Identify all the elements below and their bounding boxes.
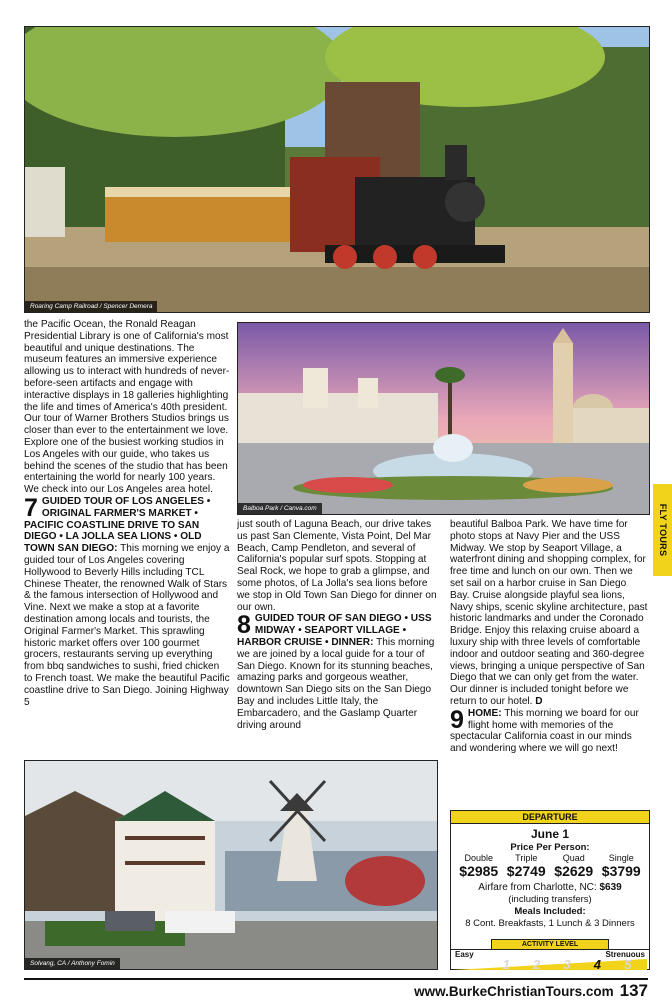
price-value-quad: $2629	[554, 863, 594, 879]
airfare-label: Airfare from Charlotte, NC:	[478, 882, 597, 893]
departure-box	[450, 810, 650, 970]
price-value-single: $3799	[601, 863, 641, 879]
price-quad	[554, 853, 593, 879]
footer-rule	[24, 978, 648, 980]
activity-strenuous-label: Strenuous	[605, 950, 645, 959]
price-value-triple: $2749	[506, 863, 546, 879]
text-column-3	[450, 519, 648, 803]
price-label-triple: Triple	[515, 853, 538, 863]
price-label-single: Single	[608, 853, 634, 863]
day-body: This morning we enjoy a guided tour of Los Angeles covering Hollywood to Beverly Hills including TCL Chinese Theater, the renowned Walk of Stars & the famous intersection of Hollywood and Vine. Next we make a stop at a favorite destination among locals and tourists, the Original Farmer's Market. This sprawling historic market offers over 100 gourmet grocers, restaurants serving up everything from bbq sandwiches to sushi, fried chicken to French toast. We make the beautiful Pacific coastline drive to San Diego. Joining Highway 5	[24, 543, 230, 708]
airfare-note: (including transfers)	[508, 894, 592, 905]
activity-level-2: 2	[532, 957, 541, 972]
departure-header: DEPARTURE	[451, 811, 649, 824]
page-number: 137	[619, 981, 648, 1000]
price-value-double: $2985	[459, 863, 499, 879]
paragraph-continued	[450, 519, 648, 708]
footer-website[interactable]: www.BurkeChristianTours.com	[414, 984, 614, 999]
day-number: 9	[450, 705, 464, 734]
meal-code: D	[535, 695, 543, 707]
day-9-section	[450, 705, 648, 755]
photo-caption: Balboa Park / Canva.com	[238, 503, 322, 514]
side-tab-label: FLY TOURS	[657, 503, 668, 557]
day-number: 8	[237, 611, 251, 640]
activity-level-4: 4	[593, 957, 601, 972]
price-label-quad: Quad	[562, 853, 585, 863]
paragraph-intro: the Pacific Ocean, the Ronald Reagan Presidential Library is one of California's most beautiful and unique destinations. The museum features an immersive experience allowing us to interact with hundreds of never-before-seen artifacts and engage with interactive displays in 18 galleries highlighting the life and times of America's 40th president. Our tour of Warner Brothers Studios brings us closer than ever to the entertainment we love. Explore one of the busiest working studios in Los Angeles with our guide, who takes us behind the scenes of the studio that has been entertaining the world for nearly 100 years. We check into our Los Angeles area hotel.	[24, 319, 230, 496]
day-number: 7	[24, 493, 38, 522]
day-heading: HOME:	[467, 707, 502, 719]
price-label-double: Double	[464, 853, 494, 863]
day-body: This morning we are joined by a local guide for a tour of San Diego. Known for its stunning beaches, amazing parks and gorgeous weather, downtown San Diego sits on the San Diego Bay and includes Little Italy, the Embarcadero, and the Gaslamp Quarter driving around	[237, 636, 435, 731]
side-tab-fly-tours	[653, 484, 672, 576]
day-7-section	[24, 493, 230, 708]
paragraph-continued: just south of Laguna Beach, our drive takes us past San Clemente, Vista Point, Del Mar Beach, Camp Pendleton, and several of California's popular surf spots. Stopping at Seal Rock, we hope to grab a glimpse, and some photos, of La Jolla's sea lions before we stop in Old Town San Diego for dinner on our own.	[237, 519, 437, 613]
price-table	[451, 853, 649, 879]
price-triple	[507, 853, 546, 879]
paragraph-text: beautiful Balboa Park. We have time for photo stops at Navy Pier and the USS Midway. We stop by Seaport Village, a waterfront dining and shopping complex, for free time and lunch on our own. Then we set sail on a harbor cruise in San Diego Bay. Cruise alongside playful sea lions, Navy ships, scenic skyline architecture, past historic landmarks and under the Coronado Bridge. Enjoy this relaxing cruise aboard a luxury ship with three levels of comfortable indoor and outdoor seating and 360-degree views, bringing a unique perspective of San Diego that we can only get from the water. Our dinner is included tonight before we return to our hotel.	[450, 519, 648, 707]
activity-level-3: 3	[563, 957, 571, 972]
price-label: Price Per Person:	[510, 842, 590, 853]
activity-level-title: ACTIVITY LEVEL	[491, 939, 609, 949]
activity-level-5: 5	[624, 957, 632, 972]
day-heading: GUIDED TOUR OF SAN DIEGO • USS MIDWAY • SEAPORT VILLAGE • HARBOR CRUISE • DINNER:	[237, 613, 432, 648]
photo-roaring-camp-train	[24, 26, 650, 313]
day-heading: GUIDED TOUR OF LOS ANGELES • ORIGINAL FARMER'S MARKET • PACIFIC COASTLINE DRIVE TO SAN DIEGO • LA JOLLA SEA LIONS • OLD TOWN SAN DIEGO:	[24, 495, 211, 555]
meals-label: Meals Included:	[514, 906, 586, 917]
day-8-section	[237, 613, 441, 731]
price-single	[602, 853, 641, 879]
departure-date: June 1	[530, 827, 569, 841]
photo-balboa-park	[237, 322, 650, 515]
page-footer	[414, 981, 648, 1001]
activity-scale	[451, 949, 649, 971]
photo-caption: Roaring Camp Railroad / Spencer Demera	[25, 301, 157, 312]
activity-level-1: 1	[502, 957, 510, 972]
activity-level	[451, 939, 649, 972]
activity-level-numbers	[451, 957, 649, 972]
text-column-2	[237, 519, 441, 753]
airfare-value: $639	[599, 882, 622, 893]
day-body: This morning we board for our flight home with memories of the spectacular California coast in our minds and wondering where we will go next!	[450, 707, 639, 755]
text-column-1	[24, 319, 230, 753]
price-double	[459, 853, 498, 879]
photo-caption: Solvang, CA / Anthony Fomin	[25, 958, 120, 969]
activity-easy-label: Easy	[455, 950, 474, 959]
photo-solvang	[24, 760, 438, 970]
airfare	[451, 881, 649, 894]
meals-value: 8 Cont. Breakfasts, 1 Lunch & 3 Dinners	[465, 918, 635, 929]
